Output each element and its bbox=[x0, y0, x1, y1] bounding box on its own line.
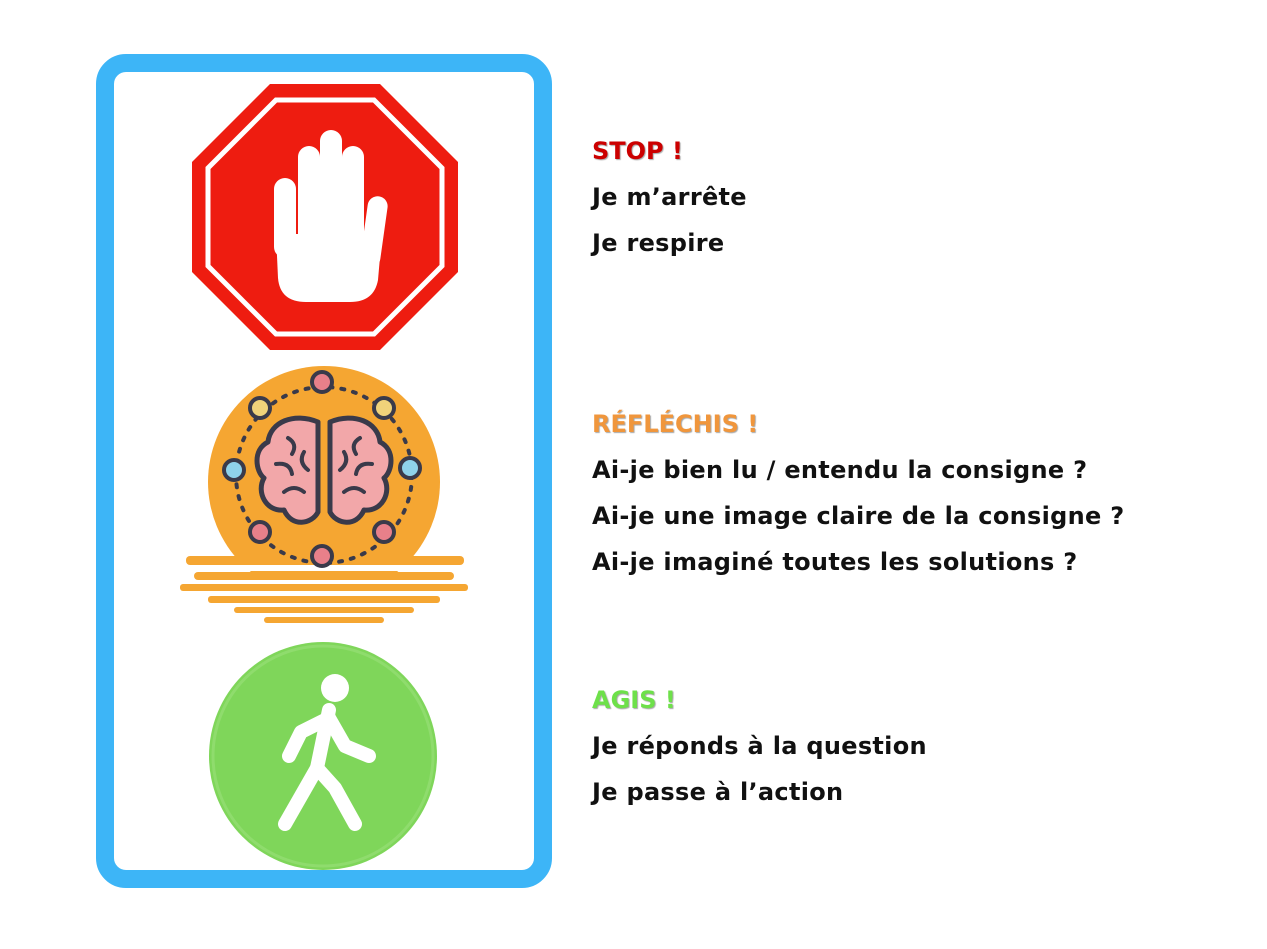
think-line-3: Ai-je imaginé toutes les solutions ? bbox=[592, 548, 1078, 576]
stop-line-1: Je m’arrête bbox=[592, 183, 747, 211]
think-heading: RÉFLÉCHIS ! bbox=[592, 410, 759, 438]
stop-section bbox=[592, 136, 747, 274]
act-heading: AGIS ! bbox=[592, 686, 676, 714]
walking-person-icon bbox=[205, 638, 441, 874]
stop-hand-icon bbox=[192, 84, 458, 350]
think-line-2: Ai-je une image claire de la consigne ? bbox=[592, 502, 1125, 530]
act-section bbox=[592, 685, 927, 823]
brain-icon bbox=[180, 360, 468, 630]
act-line-2: Je passe à l’action bbox=[592, 778, 844, 806]
think-line-1: Ai-je bien lu / entendu la consigne ? bbox=[592, 456, 1088, 484]
think-section bbox=[592, 409, 1124, 593]
stop-line-2: Je respire bbox=[592, 229, 725, 257]
act-line-1: Je réponds à la question bbox=[592, 732, 927, 760]
stop-heading: STOP ! bbox=[592, 137, 683, 165]
